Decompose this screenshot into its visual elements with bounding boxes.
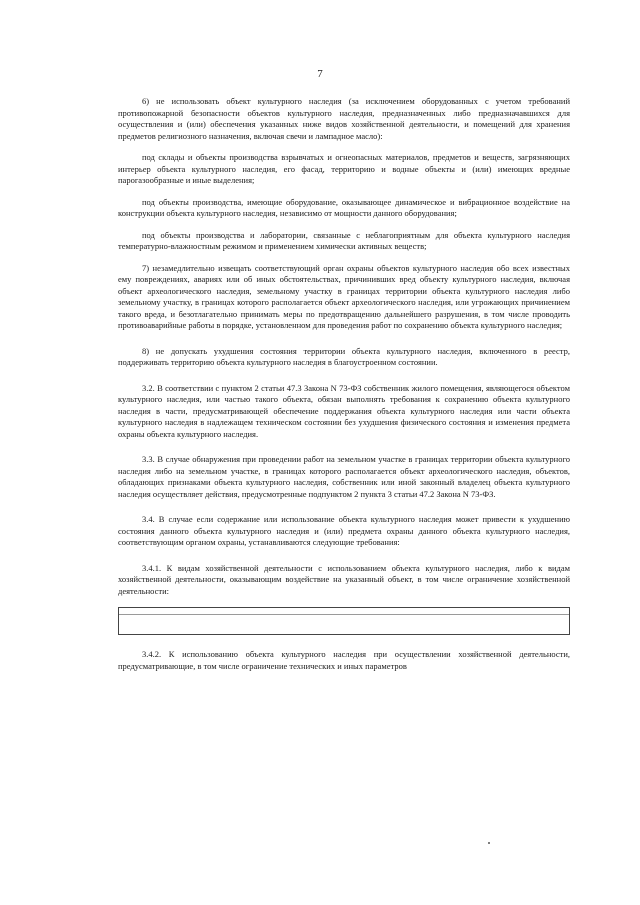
paragraph-item-8: 8) не допускать ухудшения состояния территории объекта культурного наследия, включенного в реестр, поддерживать территорию объекта культурного наследия в благоустроенном состоянии. <box>118 345 570 367</box>
paragraph-3-3: 3.3. В случае обнаружения при проведении работ на земельном участке в границах территории объекта культурного наследия либо на земельном участке, в границах которого располагается объект археологического наследия, объектов, обладающих признаками объекта культурного наследия, собственник или иной законный владелец объекта культурного наследия осуществляет действия, предусмотренные подпунктом 2 пункта 3 статьи 47.2 Закона N 73-ФЗ. <box>118 454 570 499</box>
paragraph-3-4: 3.4. В случае если содержание или использование объекта культурного наследия может привести к ухудшению состояния данного объекта культурного наследия и (или) предмета охраны данного объекта культурного наследия, соответствующим органом охраны, устанавливаются следующие требования: <box>118 514 570 547</box>
paragraph-3-4-2: 3.4.2. К использованию объекта культурного наследия при осуществлении хозяйственной деятельности, предусматривающие, в том числе ограничение технических и иных параметров <box>118 649 570 671</box>
paragraph-storage: под склады и объекты производства взрывчатых и огнеопасных материалов, предметов и веществ, загрязняющих интерьер объекта культурного наследия, его фасад, территорию и водные объекты и (или) имеющих вредные парогазообразные и иные выделения; <box>118 152 570 185</box>
paragraph-item-6: 6) не использовать объект культурного наследия (за исключением оборудованных с учетом требований противопожарной безопасности объектов культурного наследия, предназначенных либо предназначавшихся для осуществления и (или) обеспечения указанных ниже видов хозяйственной деятельности, и помещений для хранения предметов религиозного назначения, включая свечи и лампадное масло): <box>118 96 570 141</box>
paragraph-3-4-1: 3.4.1. К видам хозяйственной деятельности с использованием объекта культурного наследия, либо к видам хозяйственной деятельности, оказывающим воздействие на указанный объект, в том числе ограничение хозяйственной деятельности: <box>118 562 570 596</box>
document-body <box>118 96 570 672</box>
paragraph-item-7: 7) незамедлительно извещать соответствующий орган охраны объектов культурного наследия обо всех известных ему повреждениях, авариях или об иных обстоятельствах, причинивших вред объекту культурного наследия, включая объект археологического наследия, земельному участку в границах территории объекта культурного наследия либо земельному участку, в границах которого располагается объект археологического наследия, или угрожающих причинением такого вреда, и безотлагательно принимать меры по предотвращению дальнейшего разрушения, в том числе проводить противоаварийные работы в порядке, установленном для проведения работ по сохранению объекта культурного наследия; <box>118 262 570 330</box>
scan-speck <box>488 842 490 844</box>
paragraph-production-vibration: под объекты производства, имеющие оборудование, оказывающее динамическое и вибрационное воздействие на конструкции объекта культурного наследия, независимо от мощности данного оборудования; <box>118 196 570 218</box>
page-number: 7 <box>317 68 323 80</box>
paragraph-laboratories: под объекты производства и лаборатории, связанные с неблагоприятным для объекта культурного наследия температурно-влажностным режимом и применением химически активных веществ; <box>118 229 570 251</box>
empty-restriction-box <box>118 607 570 635</box>
paragraph-3-2: 3.2. В соответствии с пунктом 2 статьи 47.3 Закона N 73-ФЗ собственник жилого помещения, являющегося объектом культурного наследия, или частью такого объекта, обязан выполнять требования к сохранению объекта культурного наследия в части, предусматривающей обеспечение поддержания объекта культурного наследия или части объекта культурного наследия в надлежащем техническом состоянии без ухудшения физического состояния и изменения предмета охраны объекта культурного наследия. <box>118 382 570 439</box>
